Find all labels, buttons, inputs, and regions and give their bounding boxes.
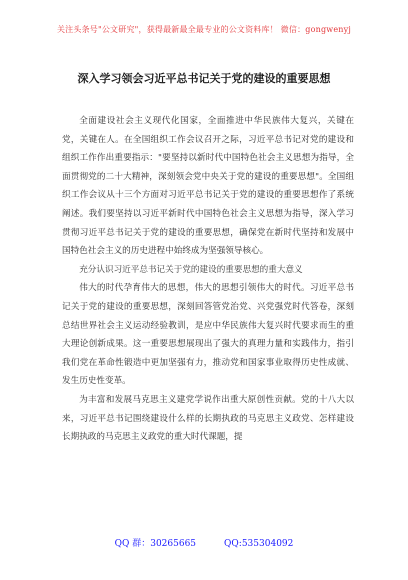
- section-heading: 充分认识习近平总书记关于党的建设的重要思想的重大意义: [79, 264, 303, 275]
- qq-group-text: QQ 群：30265665: [114, 539, 197, 549]
- footer-note: [0, 536, 408, 549]
- header-note: 关注头条号"公文研究"，获得最新最全最专业的公文资料库！ 微信：gongwenyj: [56, 25, 352, 34]
- body-paragraph: 全面建设社会主义现代化国家，全面推进中华民族伟大复兴，关键在党，关键在人。在全国组织工作会议召开之际，习近平总书记对党的建设和组织工作作出重要指示："要坚持以新时代中国特色社会主义思想为指导，全面贯彻党的二十大精神，深刻领会党中央关于党的建设的重要思想"。全国组织工作会议从十三个方面对习近平总书记关于党的建设的重要思想作了系统阐述。我们要坚持以习近平新时代中国特色社会主义思想为指导，深入学习贯彻习近平总书记关于党的建设的重要思想，确保党在新时代坚持和发展中国特色社会主义的历史进程中始终成为坚强领导核心。: [62, 116, 354, 257]
- body-paragraph: 为丰富和发展马克思主义建党学说作出重大原创性贡献。党的十八大以来，习近平总书记围绕建设什么样的长期执政的马克思主义政党、怎样建设长期执政的马克思主义政党的重大时代课题，提: [62, 394, 354, 443]
- document-body: [62, 112, 354, 447]
- qq-contact-text: QQ:535304092: [224, 539, 294, 549]
- document-title: 深入学习领会习近平总书记关于党的建设的重要思想: [77, 72, 331, 85]
- body-paragraph: 伟大的时代孕育伟大的思想，伟大的思想引领伟大的时代。习近平总书记关于党的建设的重要思想，深刻回答管党治党、兴党强党时代答卷，深刻总结世界社会主义运动经验教训，是应中华民族伟大复兴时代要求而生的重大理论创新成果。这一重要思想展现出了强大的真理力量和实践伟力，指引我们党在革命性锻造中更加坚强有力，推动党和国家事业取得历史性成就、发生历史性变革。: [62, 283, 354, 387]
